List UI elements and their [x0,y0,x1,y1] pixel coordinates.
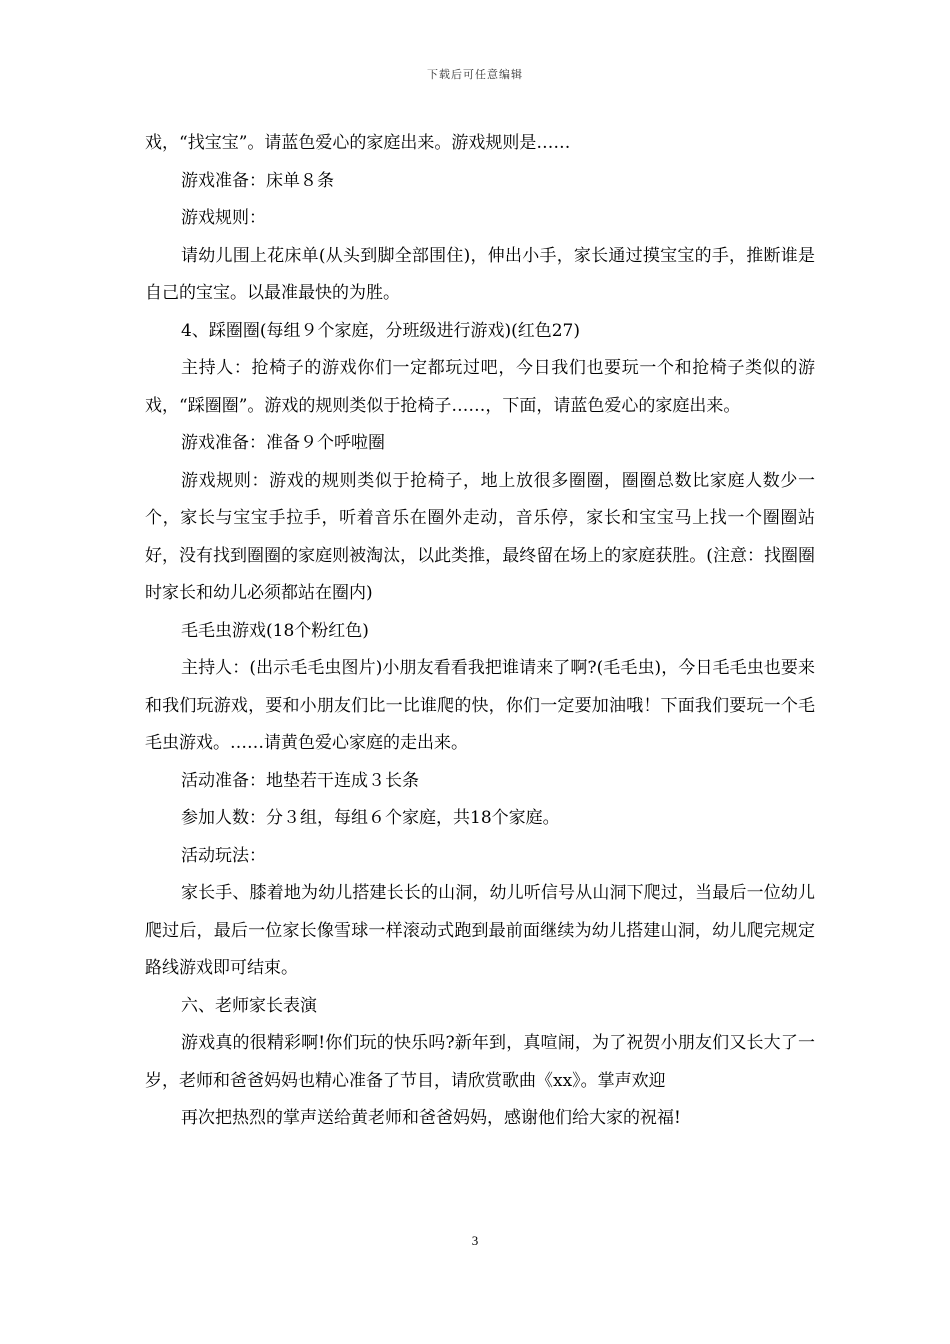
paragraph-activity-play: 家长手、膝着地为幼儿搭建长长的山洞，幼儿听信号从山洞下爬过，当最后一位幼儿爬过后，最后一位家长像雪球一样滚动式跑到最前面继续为幼儿搭建山洞，幼儿爬完规定路线游戏即可结束。 [145,883,815,978]
page-header: 下载后可任意编辑 [427,68,523,81]
paragraph-game-rules-heading: 游戏规则： [181,208,266,228]
paragraph-caterpillar-heading: 毛毛虫游戏(18个粉红色) [181,620,369,641]
paragraph-performance-intro: 游戏真的很精彩啊!你们玩的快乐吗?新年到，真喧闹，为了祝贺小朋友们又长大了一岁，老师和爸爸妈妈也精心准备了节目，请欣赏歌曲《xx》。掌声欢迎 [145,1033,815,1091]
paragraph-host-step-circles: 主持人：抢椅子的游戏你们一定都玩过吧，今日我们也要玩一个和抢椅子类似的游戏，“踩圈圈”。游戏的规则类似于抢椅子……，下面，请蓝色爱心的家庭出来。 [145,358,815,416]
document-body [145,125,815,1138]
paragraph-game-rules-find-baby: 请幼儿围上花床单(从头到脚全部围住)，伸出小手，家长通过摸宝宝的手，推断谁是自己的宝宝。以最准最快的为胜。 [145,245,815,303]
paragraph-activity-play-heading: 活动玩法： [181,845,266,866]
paragraph-game-prep-sheets: 游戏准备：床单８条 [181,170,334,191]
paragraph-host-caterpillar: 主持人：(出示毛毛虫图片)小朋友看看我把谁请来了啊?(毛毛虫)，今日毛毛虫也要来和我们玩游戏，要和小朋友们比一比谁爬的快，你们一定要加油哦！下面我们要玩一个毛毛虫游戏。……请黄色爱心家庭的走出来。 [145,658,815,753]
paragraph-participants: 参加人数：分３组，每组６个家庭，共18个家庭。 [181,808,560,828]
paragraph-closing-thanks: 再次把热烈的掌声送给黄老师和爸爸妈妈，感谢他们给大家的祝福! [181,1108,681,1128]
paragraph-continuation: 戏，“找宝宝”。请蓝色爱心的家庭出来。游戏规则是…… [145,133,571,153]
paragraph-game-rules-circles: 游戏规则：游戏的规则类似于抢椅子，地上放很多圈圈，圈圈总数比家庭人数少一个，家长与宝宝手拉手，听着音乐在圈外走动，音乐停，家长和宝宝马上找一个圈圈站好，没有找到圈圈的家庭则被淘汰，以此类推，最终留在场上的家庭获胜。(注意：找圈圈时家长和幼儿必须都站在圈内) [145,470,815,603]
paragraph-section-performance: 六、老师家长表演 [181,995,317,1016]
paragraph-section-step-circles: 4、踩圈圈(每组９个家庭，分班级进行游戏)(红色27) [181,320,580,341]
paragraph-activity-prep: 活动准备：地垫若干连成３长条 [181,770,419,791]
paragraph-game-prep-hoops: 游戏准备：准备９个呼啦圈 [181,433,385,453]
page-number: 3 [471,1233,479,1248]
